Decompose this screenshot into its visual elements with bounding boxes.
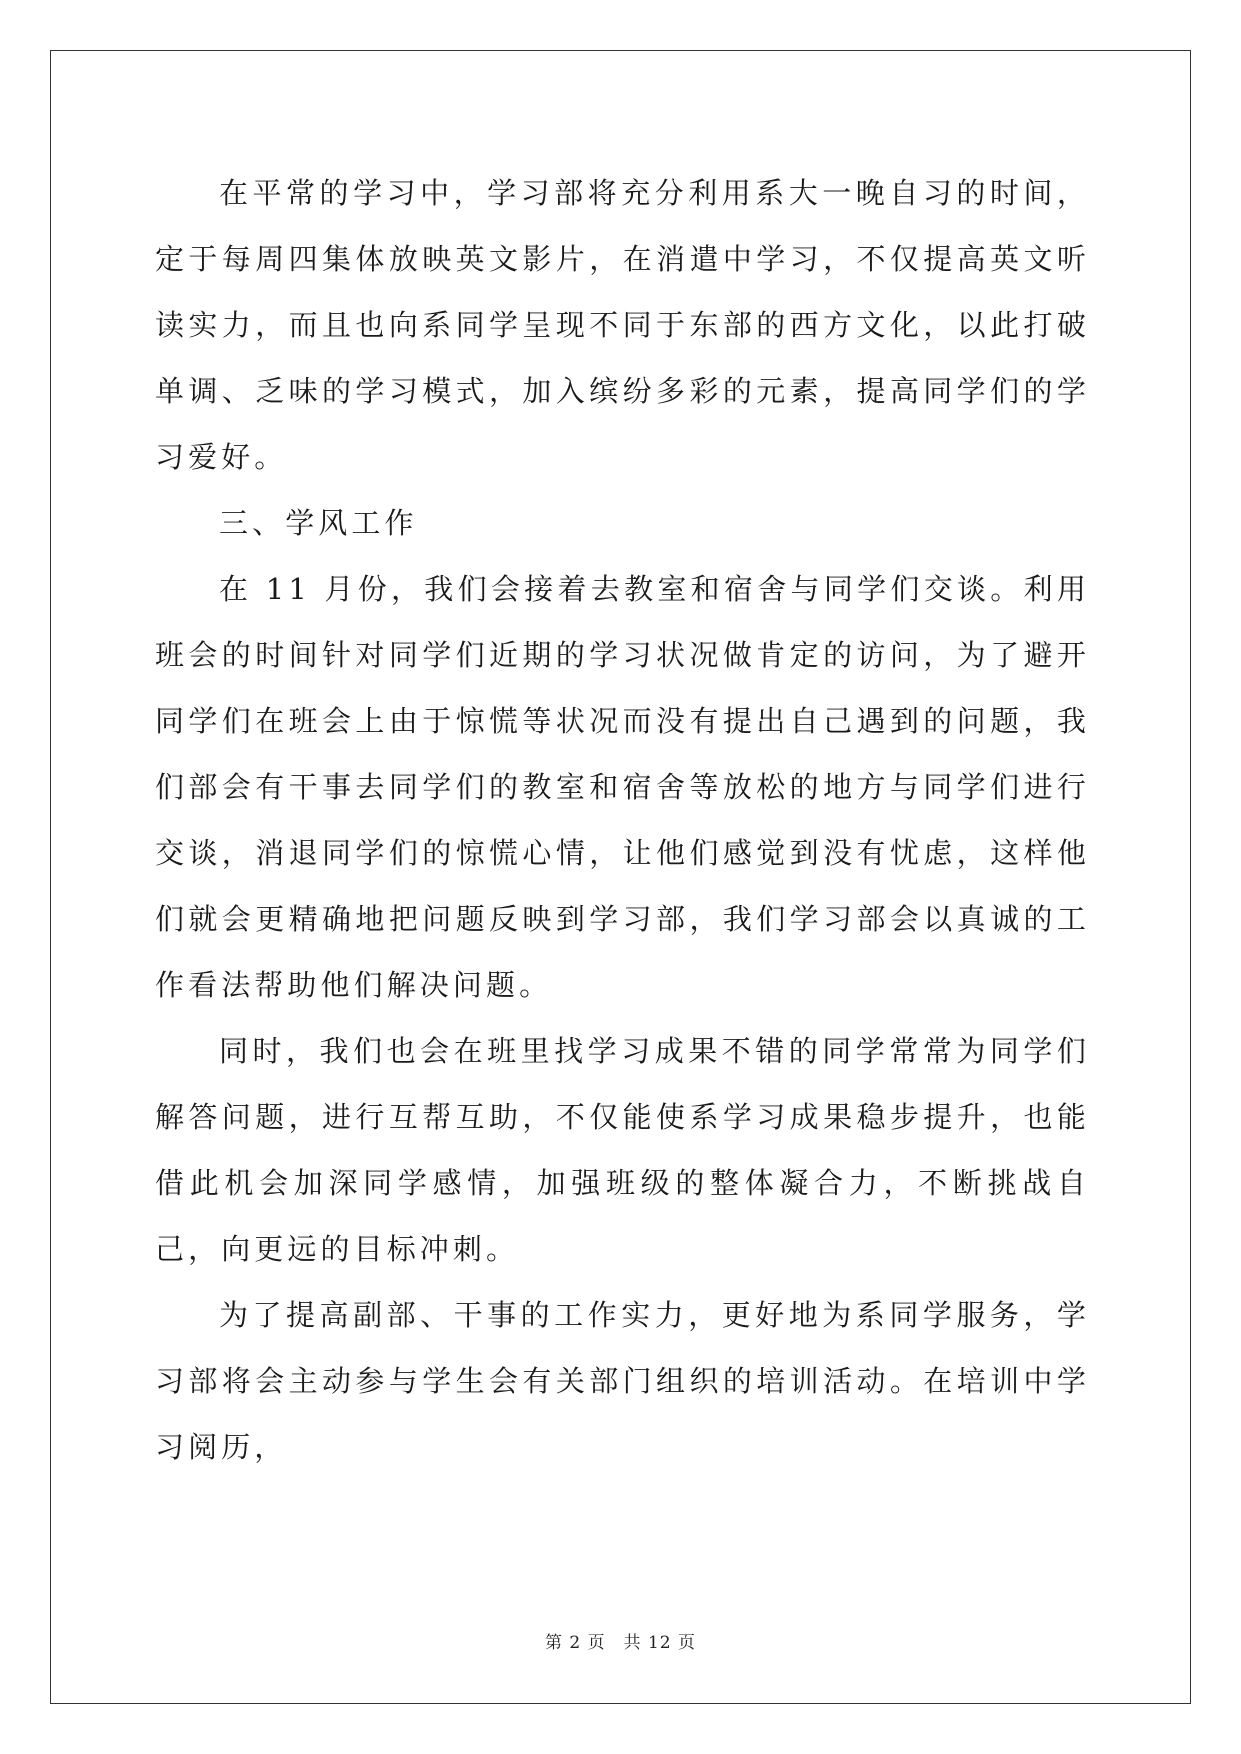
- paragraph-study-activities: 在平常的学习中，学习部将充分利用系大一晚自习的时间，定于每周四集体放映英文影片，在消遣中学习，不仅提高英文听读实力，而且也向系同学呈现不同于东部的西方文化，以此打破单调、乏味的学习模式，加入缤纷多彩的元素，提高同学们的学习爱好。: [155, 176, 1090, 474]
- paragraph-peer-help: 同时，我们也会在班里找学习成果不错的同学常常为同学们解答问题，进行互帮互助，不仅能使系学习成果稳步提升，也能借此机会加深同学感情，加强班级的整体凝合力，不断挑战自己，向更远的目标冲刺。: [155, 1034, 1090, 1266]
- page-total: 共 12 页: [623, 1633, 697, 1653]
- section-heading-study-style: 三、学风工作: [219, 506, 418, 540]
- page-number: 第 2 页: [544, 1633, 606, 1653]
- document-body: [155, 160, 1090, 1480]
- paragraph-training: 为了提高副部、干事的工作实力，更好地为系同学服务，学习部将会主动参与学生会有关部门组织的培训活动。在培训中学习阅历，: [155, 1298, 1090, 1464]
- page-footer: [0, 1628, 1241, 1653]
- paragraph-november-visits: 在 11 月份，我们会接着去教室和宿舍与同学们交谈。利用班会的时间针对同学们近期的学习状况做肯定的访问，为了避开同学们在班会上由于惊慌等状况而没有提出自己遇到的问题，我们部会有干事去同学们的教室和宿舍等放松的地方与同学们进行交谈，消退同学们的惊慌心情，让他们感觉到没有忧虑，这样他们就会更精确地把问题反映到学习部，我们学习部会以真诚的工作看法帮助他们解决问题。: [155, 572, 1090, 1002]
